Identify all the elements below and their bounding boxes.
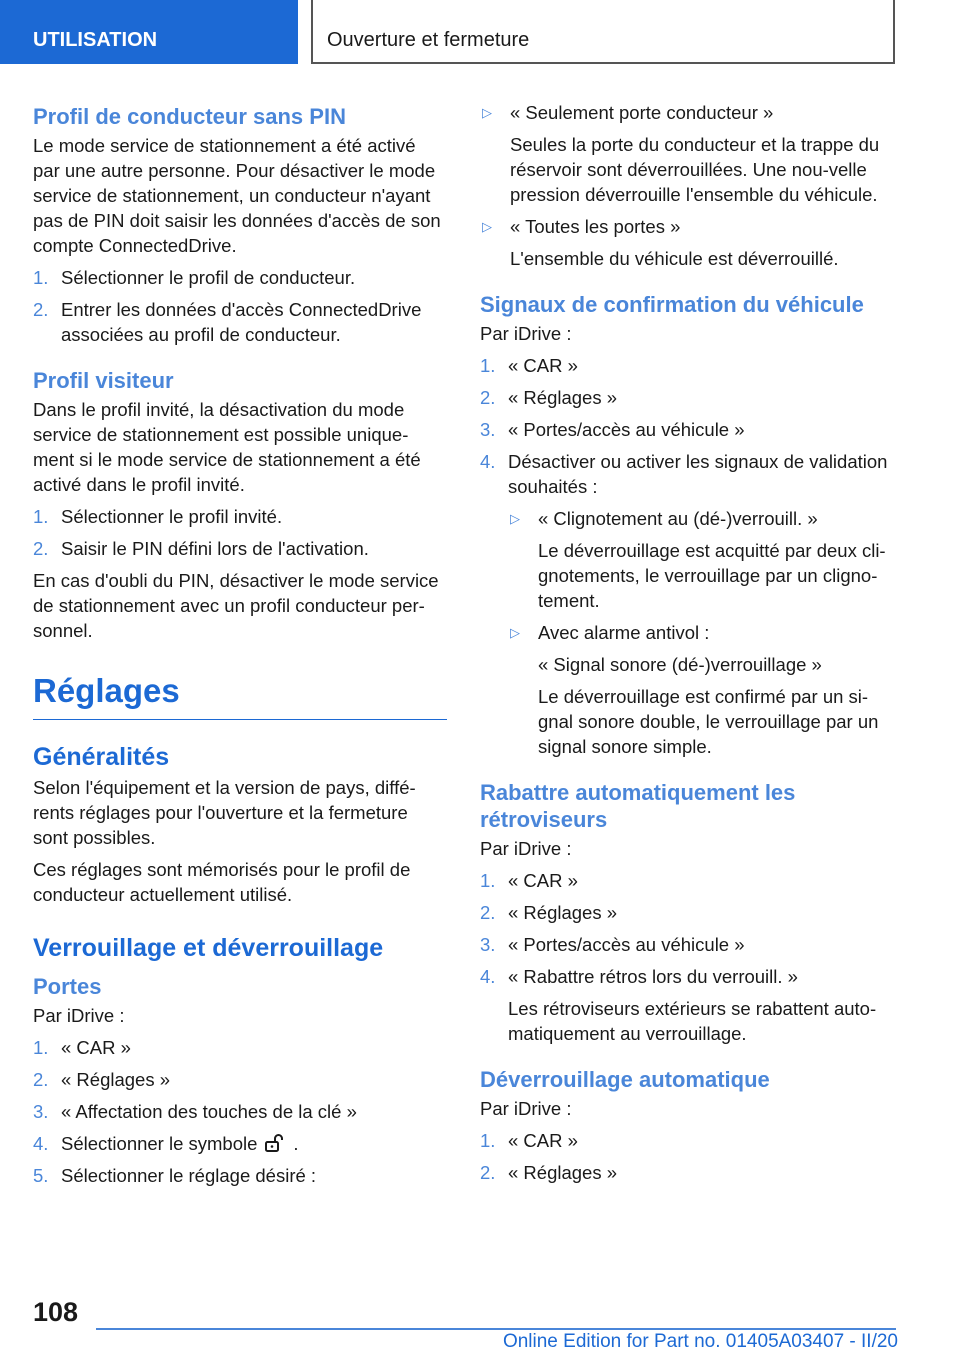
list-item [480,868,898,893]
paragraph: Ces réglages sont mémorisés pour le profil de conducteur actuellement utilisé. [33,859,411,905]
step-text: Sélectionner le profil invité. [61,506,283,527]
step-text: « Portes/accès au véhicule » [508,419,745,440]
step-text: Entrer les données d'accès ConnectedDrive associées au profil de conducteur. [61,299,422,345]
list-item [33,536,447,561]
step-number: 1. [480,1130,496,1151]
step-text-after: . [293,1133,299,1154]
step-text: « Réglages » [61,1069,171,1090]
list-item [480,100,898,207]
list-item [480,385,898,410]
step-number: 3. [33,1101,49,1122]
list-item [33,1131,447,1156]
step-number: 1. [480,355,496,376]
option-description: Le déverrouillage est acquitté par deux cli-gnotements, le verrouillage par un cligno-tement. [538,540,886,611]
heading-fold-mirrors: Rabattre automatiquement les rétroviseurs [480,780,796,832]
option-description: « Signal sonore (dé-)verrouillage » [538,654,822,675]
step-number: 1. [480,870,496,891]
steps-list [480,353,898,759]
list-item [480,449,898,759]
option-title: « Toutes les portes » [510,216,681,237]
step-description: Les rétroviseurs extérieurs se rabattent auto-matiquement au verrouillage. [508,998,877,1044]
heading-auto-unlock: Déverrouillage automatique [480,1067,770,1092]
list-item [33,1163,447,1188]
list-item [33,265,447,290]
steps-list [33,265,447,347]
heading-doors: Portes [33,974,102,999]
edition-text: Online Edition for Part no. 01405A03407 - II/20 [502,1331,898,1352]
option-title: « Clignotement au (dé-)verrouill. » [538,508,818,529]
paragraph: Par iDrive : [480,838,572,859]
step-number: 2. [33,299,49,320]
option-description: Seules la porte du conducteur et la trappe du réservoir sont déverrouillées. Une nou-velle pression déverrouille l'ensemble du véhicule. [510,134,880,205]
list-item [480,1128,898,1153]
list-item [480,353,898,378]
list-item [480,1160,898,1185]
option-description: L'ensemble du véhicule est déverrouillé. [510,248,839,269]
step-text: « CAR » [508,870,578,891]
paragraph: Dans le profil invité, la désactivation du mode service de stationnement est possible unique-ment si le mode service de stationnement a été activé dans le profil invité. [33,399,421,495]
steps-list [33,1035,447,1188]
step-text: « CAR » [508,1130,578,1151]
steps-list [480,1128,898,1185]
step-text: Saisir le PIN défini lors de l'activation. [61,538,369,559]
page-number: 108 [33,1297,79,1327]
heading-settings: Réglages [33,671,447,720]
option-title: « Seulement porte conducteur » [510,102,774,123]
step-number: 4. [33,1133,49,1154]
step-number: 2. [480,902,496,923]
step-text: « Réglages » [508,1162,618,1183]
step-text: Sélectionner le réglage désiré : [61,1165,317,1186]
step-number: 5. [33,1165,49,1186]
step-number: 2. [480,387,496,408]
step-number: 2. [33,538,49,559]
paragraph: Par iDrive : [33,1005,125,1026]
step-text: « CAR » [61,1037,131,1058]
step-text: « Rabattre rétros lors du verrouill. » [508,966,798,987]
heading-general: Généralités [33,743,170,771]
step-text: « CAR » [508,355,578,376]
list-item [480,932,898,957]
step-number: 2. [33,1069,49,1090]
options-list [480,506,898,759]
list-item [33,1067,447,1092]
heading-profile-no-pin: Profil de conducteur sans PIN [33,104,346,129]
step-number: 3. [480,419,496,440]
triangle-bullet-icon: ▷ [482,219,492,234]
section-tab: UTILISATION [0,0,298,64]
unlock-icon [263,1133,287,1153]
step-number: 1. [33,1037,49,1058]
step-text: Sélectionner le symbole [61,1133,258,1154]
paragraph: Par iDrive : [480,1098,572,1119]
step-number: 1. [33,267,49,288]
step-number: 1. [33,506,49,527]
paragraph: En cas d'oubli du PIN, désactiver le mode service de stationnement avec un profil conducteur per-sonnel. [33,570,439,641]
paragraph: Par iDrive : [480,323,572,344]
list-item [480,214,898,271]
triangle-bullet-icon: ▷ [510,511,520,526]
options-list [480,100,898,271]
list-item [480,417,898,442]
step-number: 4. [480,966,496,987]
list-item [33,297,447,347]
left-column [33,100,447,1195]
step-number: 3. [480,934,496,955]
step-text: « Réglages » [508,902,618,923]
step-text: Désactiver ou activer les signaux de validation souhaités : [508,451,888,497]
option-title: Avec alarme antivol : [538,622,710,643]
list-item [33,1035,447,1060]
right-column [480,100,898,1192]
triangle-bullet-icon: ▷ [510,625,520,640]
step-number: 4. [480,451,496,472]
step-text: « Réglages » [508,387,618,408]
step-number: 2. [480,1162,496,1183]
step-text: « Portes/accès au véhicule » [508,934,745,955]
step-text: Sélectionner le profil de conducteur. [61,267,356,288]
steps-list [480,868,898,1046]
list-item [480,900,898,925]
list-item [508,506,898,613]
chapter-title: Ouverture et fermeture [311,0,895,64]
list-item [33,504,447,529]
steps-list [33,504,447,561]
page-header [0,0,960,66]
list-item [33,1099,447,1124]
heading-visitor-profile: Profil visiteur [33,368,174,393]
footer-divider [96,1328,896,1330]
list-item [480,964,898,1046]
triangle-bullet-icon: ▷ [482,105,492,120]
heading-lock-unlock: Verrouillage et déverrouillage [33,934,384,962]
step-text: « Affectation des touches de la clé » [61,1101,357,1122]
paragraph: Selon l'équipement et la version de pays, diffé-rents réglages pour l'ouverture et la fermeture sont possibles. [33,777,416,848]
heading-confirmation-signals: Signaux de confirmation du véhicule [480,292,864,317]
list-item [508,620,898,759]
option-description: Le déverrouillage est confirmé par un si-gnal sonore double, le verrouillage par un signal sonore simple. [538,686,879,757]
paragraph: Le mode service de stationnement a été activé par une autre personne. Pour désactiver le mode service de stationnement, un conducteur n'ayant pas de PIN doit saisir les données d'accès de son compte ConnectedDrive. [33,135,441,256]
